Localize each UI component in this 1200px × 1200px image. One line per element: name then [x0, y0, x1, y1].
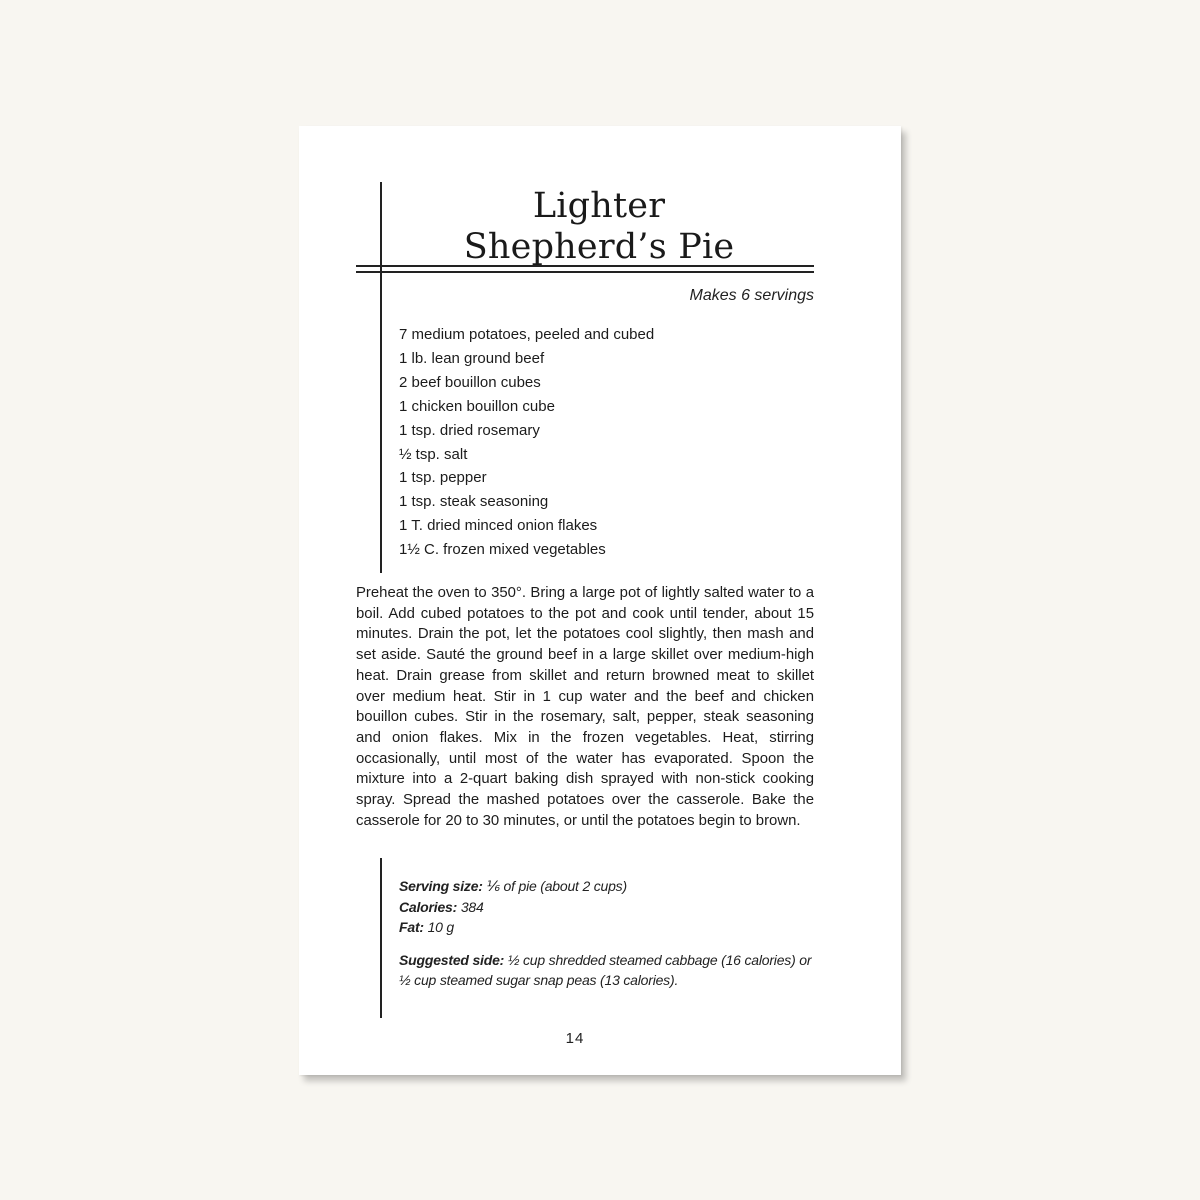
ingredient-item: 1 chicken bouillon cube	[399, 397, 555, 415]
ingredient-item: 7 medium potatoes, peeled and cubed	[399, 326, 655, 343]
vertical-rule-bottom	[380, 858, 382, 1018]
title-rule-lower	[356, 271, 814, 273]
ingredient-item: 1 tsp. pepper	[399, 469, 487, 487]
serving-size-value: ⅙ of pie (about 2 cups)	[482, 878, 627, 894]
ingredient-item: 1 T. dried minced onion flakes	[399, 517, 598, 535]
nutrition-info	[399, 876, 819, 991]
ingredient-item: ½ tsp. salt	[399, 445, 468, 463]
serving-size-row	[399, 876, 819, 897]
ingredient-item: 2 beef bouillon cubes	[399, 373, 541, 391]
calories-value: 384	[457, 898, 484, 915]
suggested-side-row	[399, 950, 819, 991]
recipe-directions: Preheat the oven to 350°. Bring a large pot of lightly salted water to a boil. Add cubed potatoes to the pot and cook until tender, about 15 minutes. Drain the pot, let the potatoes cool slightly, then mash and set aside. Sauté the ground beef in a large skillet over medium-high heat. Drain grease from skillet and return browned meat to skillet over medium heat. Stir in 1 cup water and the beef and chicken bouillon cubes. Stir in the rosemary, salt, pepper, steak seasoning and onion flakes. Mix in the frozen vegetables. Heat, stirring occasionally, until most of the water has evaporated. Spoon the mixture into a 2-quart baking dish sprayed with non-stick cooking spray. Spread the mashed potatoes over the casserole. Bake the casserole for 20 to 30 minutes, or until the potatoes begin to brown.	[356, 585, 814, 829]
suggested-side-value: ½ cup shredded steamed cabbage (16 calories) or ½ cup steamed sugar snap peas (13 calories).	[399, 951, 812, 988]
calories-row	[399, 897, 819, 918]
serving-size-label: Serving size:	[399, 878, 483, 894]
calories-label: Calories:	[399, 898, 458, 915]
ingredient-item: 1 tsp. steak seasoning	[399, 493, 549, 511]
book-page	[299, 126, 901, 1075]
recipe-title-line1: Lighter	[532, 186, 666, 226]
ingredient-list	[399, 323, 654, 562]
ingredient-item: 1 tsp. dried rosemary	[399, 421, 540, 439]
recipe-title	[419, 186, 779, 268]
fat-value: 10 g	[423, 919, 455, 935]
fat-label: Fat:	[399, 919, 424, 935]
suggested-side-label: Suggested side:	[399, 951, 505, 968]
page-number: 14	[565, 1030, 585, 1047]
recipe-yield: Makes 6 servings	[689, 287, 814, 304]
vertical-rule-top	[380, 182, 382, 573]
recipe-title-line2: Shepherd’s Pie	[463, 227, 735, 267]
fat-row	[399, 917, 819, 938]
ingredient-item: 1 lb. lean ground beef	[399, 349, 545, 367]
ingredient-item: 1½ C. frozen mixed vegetables	[399, 541, 606, 559]
